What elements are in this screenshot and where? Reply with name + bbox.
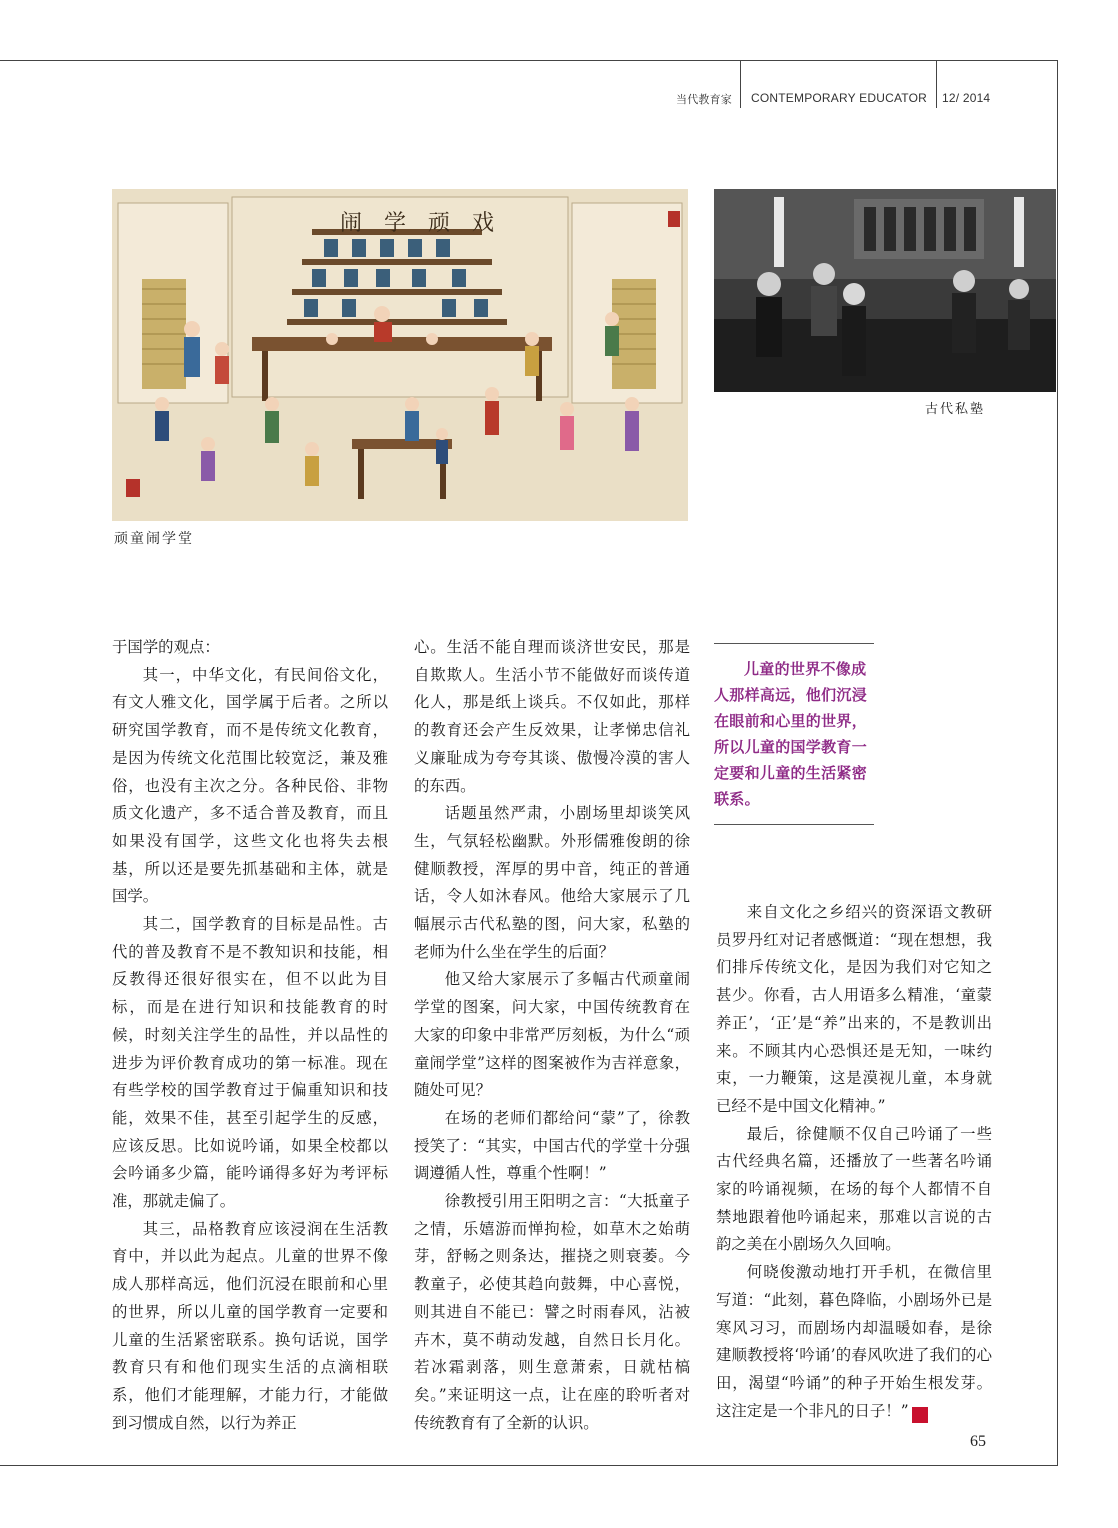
paragraph <box>716 1259 992 1425</box>
paragraph-text: 何晓俊激动地打开手机，在微信里写道：“此刻，暮色降临，小剧场外已是寒风习习，而剧场内却温暖如春，是徐建顺教授将‘吟诵’的春风吹进了我们的心田，渴望“吟诵”的种子开始生根发芽。这注定是一个非凡的日子！” <box>716 1263 992 1420</box>
paragraph: 徐教授引用王阳明之言：“大抵童子之情，乐嬉游而惮拘检，如草木之始萌芽，舒畅之则条达，摧挠之则衰萎。今教童子，必使其趋向鼓舞，中心喜悦，则其进自不能已：譬之时雨春风，沾被卉木，莫不萌动发越，自然日长月化。若冰霜剥落，则生意萧索，日就枯槁矣。”来证明这一点，让在座的聆听者对传统教育有了全新的认识。 <box>414 1192 690 1432</box>
page-number: 65 <box>970 1433 986 1450</box>
pull-quote: 儿童的世界不像成人那样高远，他们沉浸在眼前和心里的世界，所以儿童的国学教育一定要和儿童的生活紧密联系。 <box>714 660 868 808</box>
paragraph: 他又给大家展示了多幅古代顽童闹学堂的图案，问大家，中国传统教育在大家的印象中非常严厉刻板，为什么“顽童闹学堂”这样的图案被作为吉祥意象，随处可见？ <box>414 970 690 1100</box>
painting-caption: 顽童闹学堂 <box>114 531 194 547</box>
paragraph: 心。生活不能自理而谈济世安民，那是自欺欺人。生活小节不能做好而谈传道化人，那是纸上谈兵。不仅如此，那样的教育还会产生反效果，让孝悌忠信礼义廉耻成为夸夸其谈、傲慢冷漠的害人的东西。 <box>414 638 690 795</box>
frame-bottom-rule <box>0 1465 1058 1466</box>
frame-top-rule <box>0 60 1058 61</box>
historical-photo <box>714 189 1056 392</box>
painting-illustration <box>112 189 688 521</box>
frame-right-rule <box>1057 60 1058 1465</box>
paragraph: 在场的老师们都给问“蒙”了，徐教授笑了：“其实，中国古代的学堂十分强调遵循人性，尊重个性啊！” <box>414 1108 690 1183</box>
paragraph: 最后，徐健顺不仅自己吟诵了一些古代经典名篇，还播放了一些著名吟诵家的吟诵视频，在场的每个人都情不自禁地跟着他吟诵起来，那难以言说的古韵之美在小剧场久久回响。 <box>716 1124 992 1254</box>
pull-quote-top-rule <box>714 643 874 644</box>
photo-caption: 古代私塾 <box>925 402 986 417</box>
painting-title: 闹学顽戏 <box>340 211 517 236</box>
paragraph: 其二，国学教育的目标是品性。古代的普及教育不是不教知识和技能，相反教得还很好很实在，但不以此为目标，而是在进行知识和技能教育的时候，时刻关注学生的品性，并以品性的进步为评价教育成功的第一标准。现在有些学校的国学教育过于偏重知识和技能，效果不佳，甚至引起学生的反感，应该反思。比如说吟诵，如果全校都以会吟诵多少篇，能吟诵得多好为考评标准，那就走偏了。 <box>112 915 388 1211</box>
paragraph: 来自文化之乡绍兴的资深语文教研员罗丹红对记者感慨道：“现在想想，我们排斥传统文化，是因为我们对它知之甚少。你看，古人用语多么精准，‘童蒙养正’，‘正’是“养”出来的，不是教训出来。不顾其内心恐惧还是无知，一味约束，一力鞭策，这是漠视儿童，本身就已经不是中国文化精神。” <box>716 903 992 1115</box>
paragraph: 其三，品格教育应该浸润在生活教育中，并以此为起点。儿童的世界不像成人那样高远，他们沉浸在眼前和心里的世界，所以儿童的国学教育一定要和儿童的生活紧密联系。换句话说，国学教育只有和他们现实生活的点滴相联系，他们才能理解，才能力行，才能做到习惯成自然，以行为养正 <box>112 1219 388 1432</box>
publication-name-cn: 当代教育家 <box>676 94 732 106</box>
header-divider <box>740 60 741 108</box>
header-divider <box>936 60 937 108</box>
issue-number: 12/ 2014 <box>942 91 991 105</box>
end-mark-icon: 家 <box>912 1407 928 1423</box>
text-column-3 <box>716 899 992 1425</box>
text-column-2 <box>414 634 690 1437</box>
paragraph: 话题虽然严肃，小剧场里却谈笑风生，气氛轻松幽默。外形儒雅俊朗的徐健顺教授，浑厚的男中音，纯正的普通话，令人如沐春风。他给大家展示了几幅展示古代私塾的图，问大家，私塾的老师为什么坐在学生的后面？ <box>414 804 690 961</box>
text-column-1 <box>112 634 388 1437</box>
publication-name-en: CONTEMPORARY EDUCATOR <box>751 91 928 105</box>
paragraph: 其一，中华文化，有民间俗文化，有文人雅文化，国学属于后者。之所以研究国学教育，而不是传统文化教育，是因为传统文化范围比较宽泛，兼及雅俗，也没有主次之分。各种民俗、非物质文化遗产，多不适合普及教育，而且如果没有国学，这些文化也将失去根基，所以还是要先抓基础和主体，就是国学。 <box>112 665 388 906</box>
paragraph: 于国学的观点： <box>112 638 220 656</box>
pull-quote-bottom-rule <box>714 824 874 825</box>
